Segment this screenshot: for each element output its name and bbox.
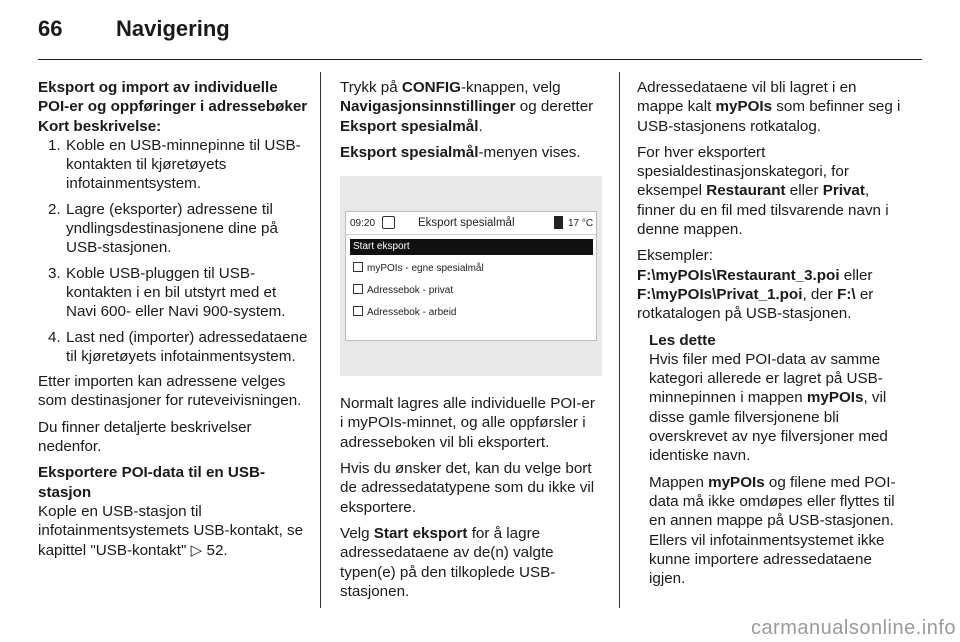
- list-item: 4. Last ned (importer) adressedataene til kjøretøyets infotainmentsystem.: [48, 328, 308, 365]
- paragraph: Mappen myPOIs og filene med POI-data må ikke omdøpes eller flyttes til en annen mappe på USB-stasjonen. Ellers vil infotainmentsystemet ikke kunne importere adressedataene igjen.: [649, 473, 896, 588]
- paragraph: Kople en USB-stasjon til infotainmentsystemets USB-kontakt, se kapittel "USB-kontakt" ▷ 52.: [38, 502, 304, 559]
- paragraph: Hvis du ønsker det, kan du velge bort de adressedatatypene som du ikke vil eksportere.: [340, 460, 595, 516]
- page-ref[interactable]: 52.: [206, 541, 228, 559]
- paragraph: Normalt lagres alle individuelle POI-er i myPOIs-minnet, og alle oppførsler i adresseboken vil bli eksportert.: [340, 395, 595, 451]
- list-item: 1. Koble en USB-minnepinne til USB-kontakten til kjøretøyets infotainmentsystem.: [48, 136, 301, 193]
- screen-title: Eksport spesialmål: [418, 217, 515, 230]
- note-box: [637, 331, 905, 589]
- screenshot-figure: [340, 176, 602, 376]
- watermark: carmanualsonline.info: [750, 617, 956, 639]
- page-number: 66: [38, 16, 63, 41]
- list-item: 2. Lagre (eksporter) adressene til yndlingsdestinasjonene dine på USB-stasjonen.: [48, 200, 278, 257]
- paragraph: Etter importen kan adressene velges som destinasjoner for ruteveivisningen.: [38, 373, 302, 410]
- paragraph: Velg Start eksport for å lagre adressedataene av de(n) valgte typen(e) på den tilkoplede USB-stasjonen.: [340, 524, 556, 600]
- column-1: [38, 78, 310, 567]
- clock-icon: [382, 216, 395, 229]
- phone-icon: [554, 216, 563, 229]
- checkbox-icon: [353, 262, 363, 272]
- screen-time: 09:20: [350, 218, 376, 230]
- paragraph: Adressedataene vil bli lagret i en mappe kalt myPOIs som befinner seg i USB-stasjonens rotkatalog.: [637, 79, 901, 135]
- menu-item-start-export[interactable]: Start eksport: [350, 239, 593, 255]
- menu-item-mypois[interactable]: myPOIs - egne spesialmål: [350, 261, 593, 277]
- paragraph: Trykk på CONFIG-knappen, velg Navigasjonsinnstillinger og deretter Eksport spesialmål.: [340, 79, 594, 135]
- infotainment-screen: [345, 211, 597, 341]
- subsection-heading: Eksportere POI-data til en USB-stasjon: [38, 464, 266, 501]
- menu-item-addressbook-private[interactable]: Adressebok - privat: [350, 283, 593, 299]
- checkbox-icon: [353, 284, 363, 294]
- paragraph: Hvis filer med POI-data av samme kategori allerede er lagret på USB-minnepinnen i mappen myPOIs, vil disse gamle filversjonene bli overskrevet av nye filversjoner med identiske navn.: [649, 350, 888, 465]
- paragraph: Eksempler: F:\myPOIs\Restaurant_3.poi eller F:\myPOIs\Privat_1.poi, der F:\ er rotkatalogen på USB-stasjonen.: [637, 247, 874, 323]
- section-heading: Eksport og import av individuelle POI-er og oppføringer i adressebøker: [38, 79, 308, 116]
- column-divider-2: [619, 72, 620, 608]
- paragraph: Eksport spesialmål-menyen vises.: [340, 143, 581, 161]
- header-rule: [38, 59, 922, 60]
- short-description-title: Kort beskrivelse:: [38, 117, 162, 135]
- page-ref-arrow-icon: ▷: [190, 541, 203, 559]
- column-2: [340, 78, 602, 608]
- paragraph: For hver eksportert spesialdestinasjonskategori, for eksempel Restaurant eller Privat, finner du en fil med tilsvarende navn i denne mappen.: [637, 143, 889, 239]
- checkbox-icon: [353, 306, 363, 316]
- menu-item-addressbook-work[interactable]: Adressebok - arbeid: [350, 305, 593, 321]
- screen-status-bar: [346, 212, 596, 235]
- note-title: Les dette: [649, 331, 716, 349]
- column-divider-1: [320, 72, 321, 608]
- steps-list: [38, 136, 310, 366]
- screen-temperature: 17 °C: [568, 218, 594, 230]
- column-3: [637, 78, 905, 595]
- section-title: Navigering: [116, 16, 230, 41]
- paragraph: Du finner detaljerte beskrivelser nedenfor.: [38, 418, 252, 456]
- page-header: [38, 16, 230, 42]
- list-item: 3. Koble USB-pluggen til USB-kontakten i en bil utstyrt med et Navi 600- eller Navi 900-system.: [48, 264, 286, 321]
